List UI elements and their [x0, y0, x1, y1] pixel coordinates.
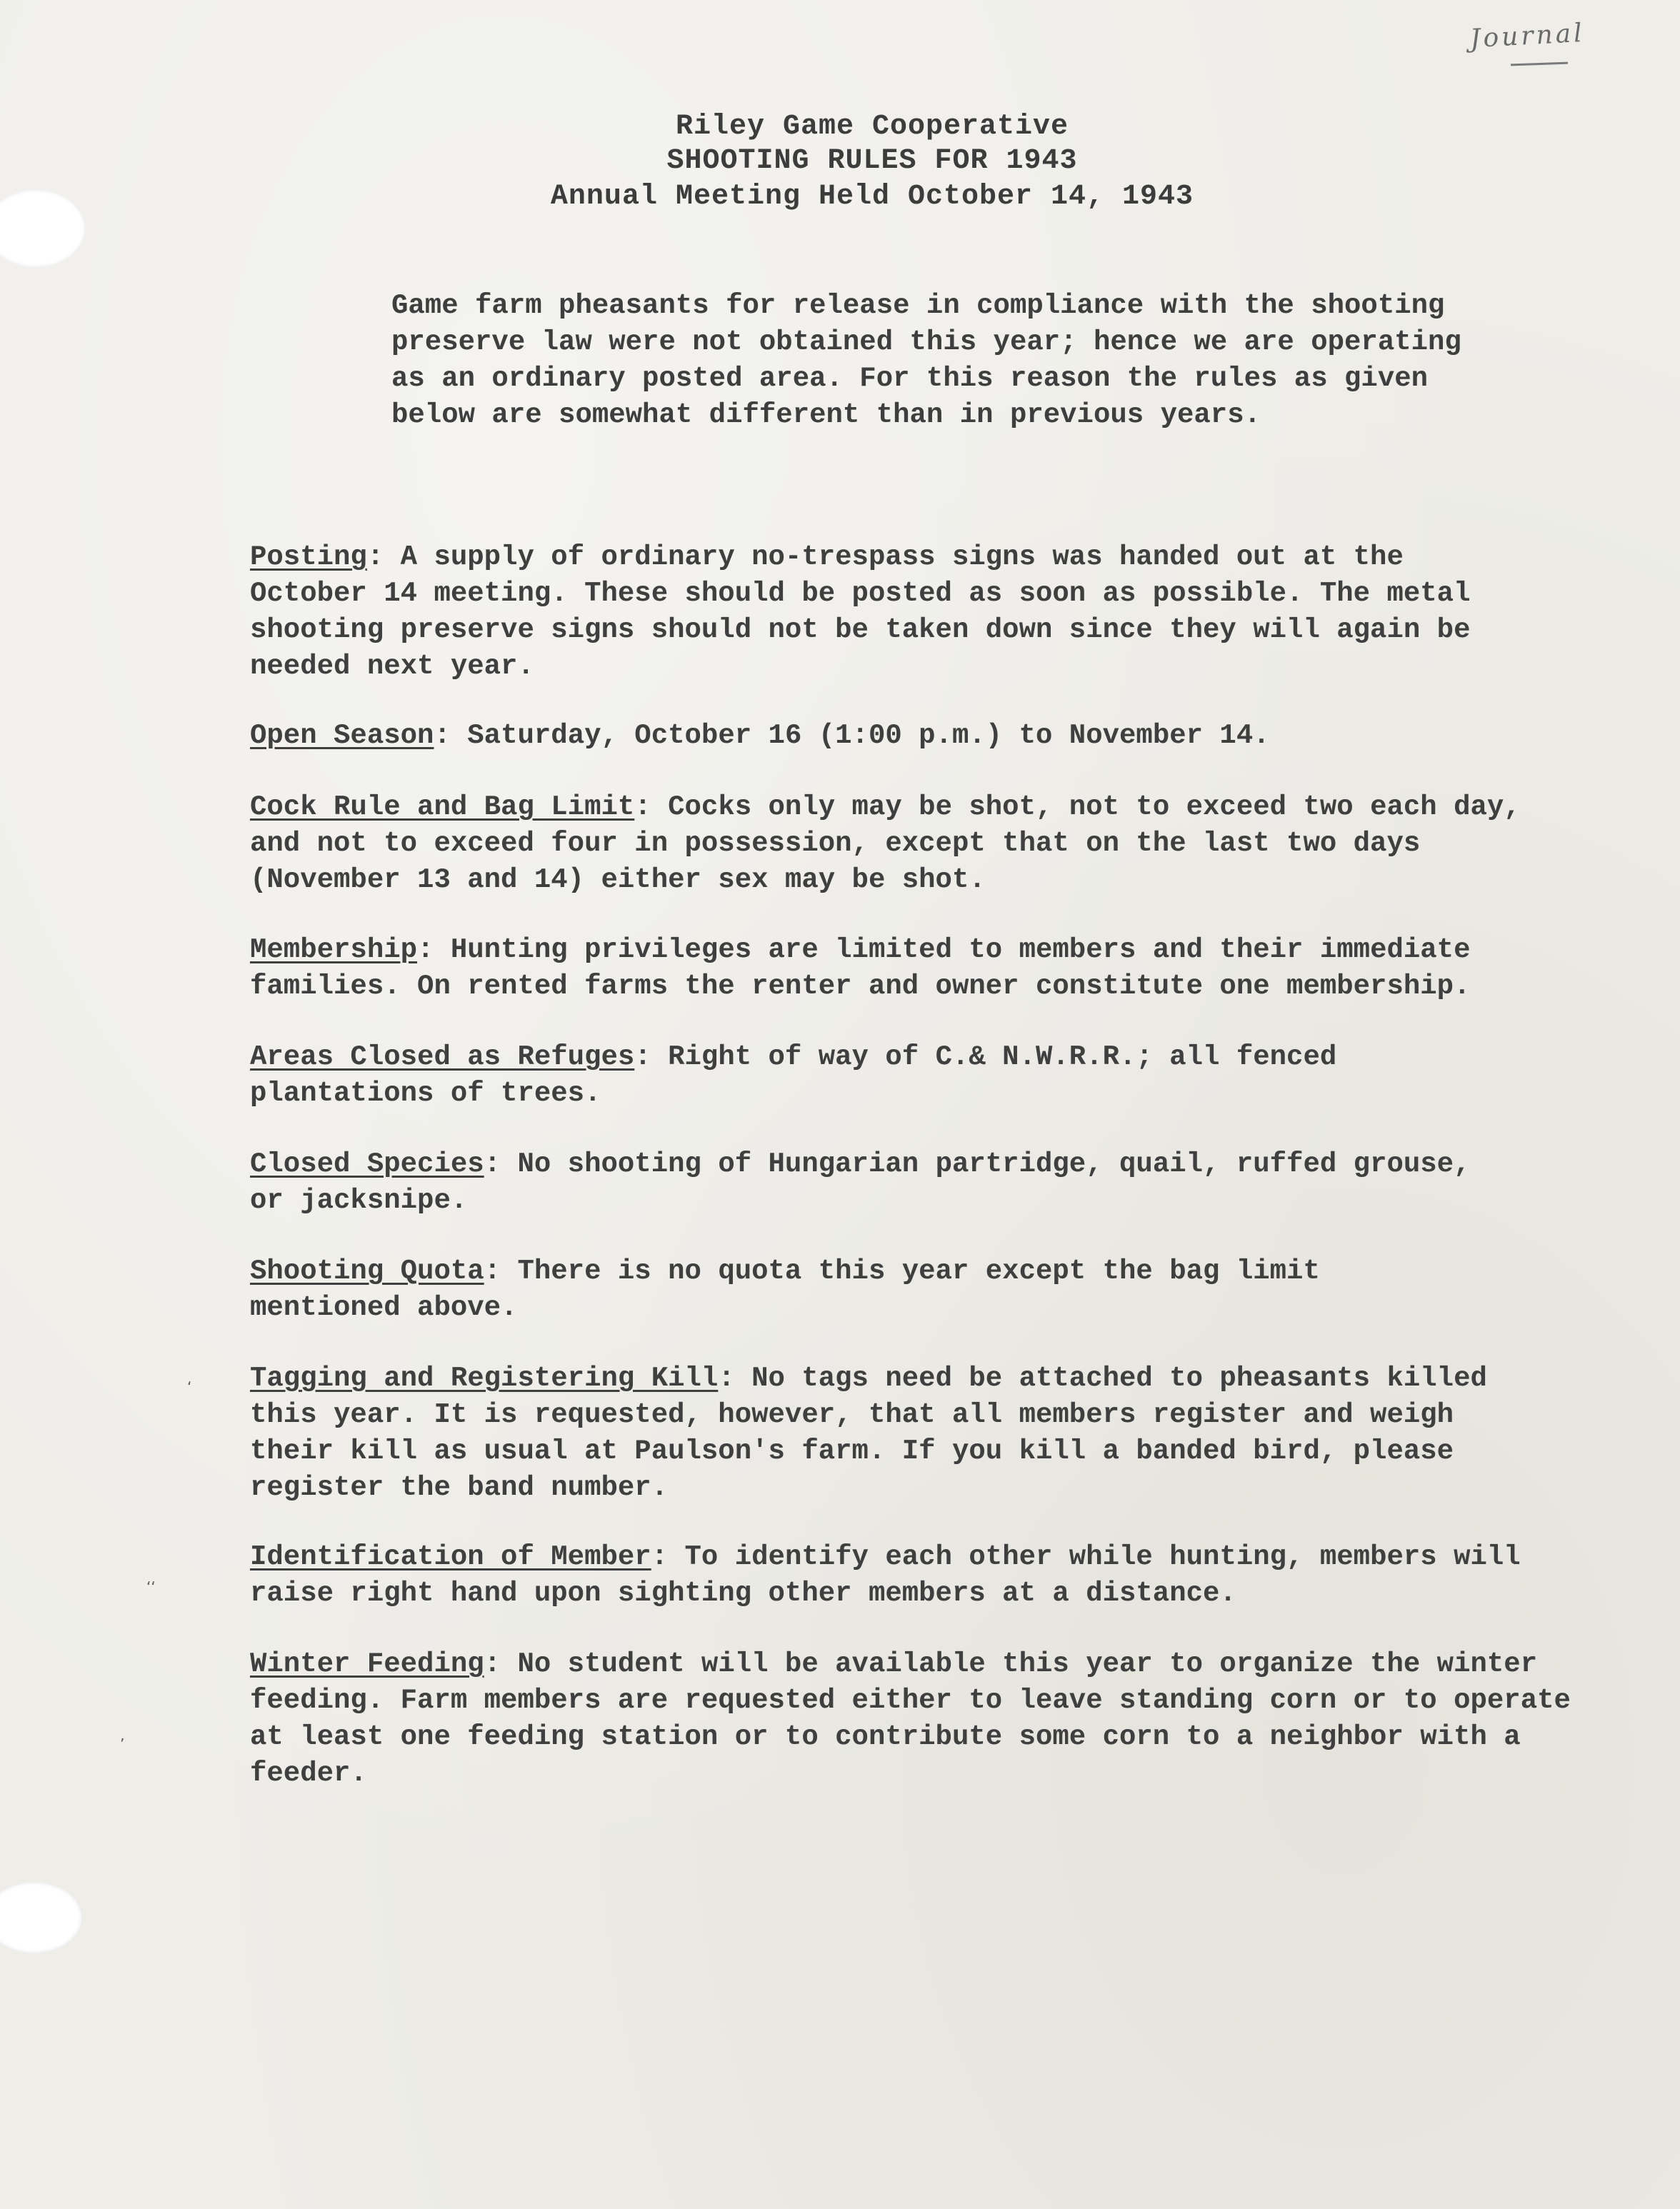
rule-text: No student will be available this year to organize the winter feeding. Farm members are requested either to leave standing corn or to operate at least one feeding station or to contribute some corn to a neighbor with a feeder.	[250, 1648, 1571, 1789]
rule-winter-feeding: Winter Feeding: No student will be available this year to organize the winter feeding. Farm members are requested either to leave standing corn or to operate at least one feeding station or to contribute some corn to a neighbor with a feeder.	[250, 1648, 1571, 1789]
margin-mark: ’	[120, 1735, 125, 1753]
rule-areas-closed: Areas Closed as Refuges: Right of way of C.& N.W.R.R.; all fenced plantations of trees.	[250, 1041, 1337, 1109]
rule-label: Posting	[250, 541, 367, 573]
rule-text: Hunting privileges are limited to members and their immediate families. On rented farms the renter and owner constitute one membership.	[250, 934, 1471, 1002]
rule-text: Saturday, October 16 (1:00 p.m.) to November 14.	[467, 720, 1270, 751]
rule-label: Cock Rule and Bag Limit	[250, 791, 635, 823]
rule-membership: Membership: Hunting privileges are limited to members and their immediate families. On rented farms the renter and owner constitute one membership.	[250, 934, 1471, 1002]
rule-label: Closed Species	[250, 1148, 484, 1180]
rule-label: Shooting Quota	[250, 1256, 484, 1287]
margin-mark: ‘‘	[146, 1578, 156, 1596]
punch-hole-bottom	[0, 1882, 82, 1953]
rule-text: No shooting of Hungarian partridge, quail, ruffed grouse, or jacksnipe.	[250, 1148, 1471, 1216]
rule-text: There is no quota this year except the bag limit mentioned above.	[250, 1256, 1320, 1323]
rule-posting: Posting: A supply of ordinary no-trespass signs was handed out at the October 14 meeting. These should be posted as soon as possible. The metal shooting preserve signs should not be taken down since they will again be needed next year.	[250, 541, 1471, 682]
document-title: Riley Game Cooperative	[675, 111, 1069, 143]
rule-identification: Identification of Member: To identify each other while hunting, members will raise right hand upon sighting other members at a distance.	[250, 1541, 1521, 1609]
rule-label: Open Season	[250, 720, 434, 751]
rule-label: Identification of Member	[250, 1541, 651, 1573]
margin-mark: ‘	[187, 1378, 192, 1396]
rule-label: Areas Closed as Refuges	[250, 1041, 635, 1073]
rule-shooting-quota: Shooting Quota: There is no quota this year except the bag limit mentioned above.	[250, 1256, 1320, 1323]
rule-text: To identify each other while hunting, members will raise right hand upon sighting other members at a distance.	[250, 1541, 1521, 1609]
rule-label: Membership	[250, 934, 418, 966]
rule-label: Tagging and Registering Kill	[250, 1363, 719, 1394]
handwritten-underline	[1511, 62, 1568, 66]
rule-text: A supply of ordinary no-trespass signs was handed out at the October 14 meeting. These should be posted as soon as possible. The metal shooting preserve signs should not be taken down since they will again be needed next year.	[250, 541, 1471, 682]
meeting-line: Annual Meeting Held October 14, 1943	[550, 181, 1194, 213]
intro-paragraph: Game farm pheasants for release in compliance with the shooting preserve law were not obtained this year; hence we are operating as an ordinary posted area. For this reason the rules as given below are somewhat different than in previous years.	[391, 290, 1461, 431]
rule-text: Cocks only may be shot, not to exceed two each day, and not to exceed four in possession, except that on the last two days (November 13 and 14) either sex may be shot.	[250, 791, 1521, 896]
handwritten-note: Journal	[1469, 18, 1586, 54]
rule-text: Right of way of C.& N.W.R.R.; all fenced plantations of trees.	[250, 1041, 1337, 1109]
rule-cock-bag-limit: Cock Rule and Bag Limit: Cocks only may be shot, not to exceed two each day, and not to exceed four in possession, except that on the last two days (November 13 and 14) either sex may be shot.	[250, 791, 1521, 896]
rule-open-season: Open Season: Saturday, October 16 (1:00 p.m.) to November 14.	[250, 720, 1270, 751]
rule-label: Winter Feeding	[250, 1648, 484, 1680]
rule-tagging-registering: Tagging and Registering Kill: No tags need be attached to pheasants killed this year. It is requested, however, that all members register and weigh their kill as usual at Paulson's farm. If you kill a banded bird, please register the band number.	[250, 1363, 1487, 1503]
document-subtitle: SHOOTING RULES FOR 1943	[666, 145, 1078, 177]
rule-closed-species: Closed Species: No shooting of Hungarian partridge, quail, ruffed grouse, or jacksnipe.	[250, 1148, 1471, 1216]
rule-text: No tags need be attached to pheasants killed this year. It is requested, however, that all members register and weigh their kill as usual at Paulson's farm. If you kill a banded bird, please register the band number.	[250, 1363, 1487, 1503]
